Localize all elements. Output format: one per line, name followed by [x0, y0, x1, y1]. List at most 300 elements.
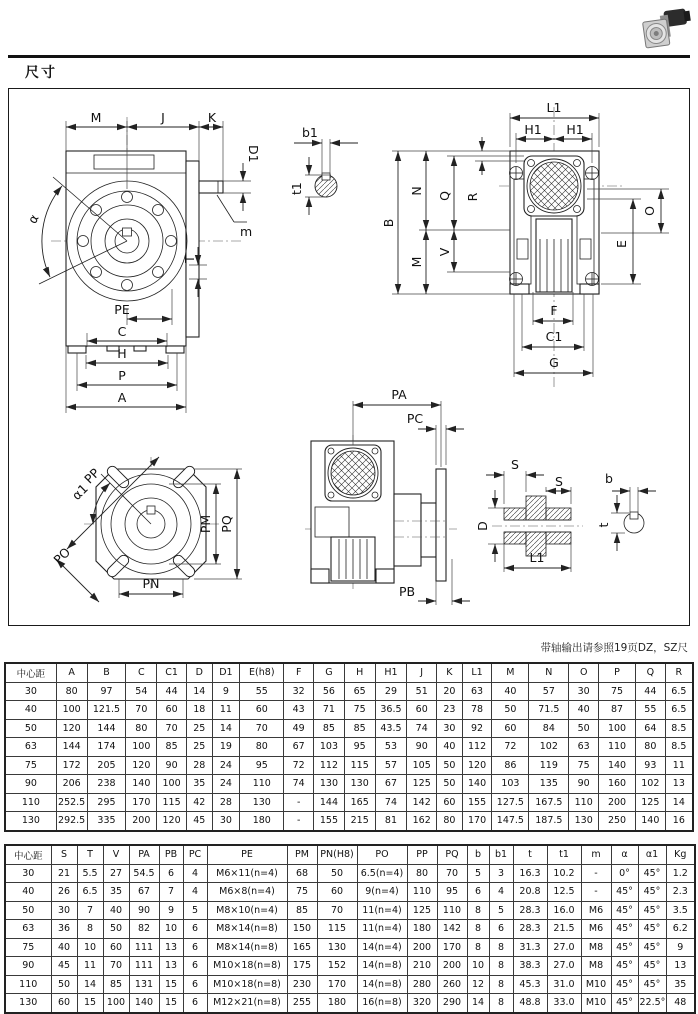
cell: 60: [407, 701, 437, 720]
cell: 45°: [611, 938, 638, 957]
cell: 15: [159, 975, 183, 994]
col-header: K: [437, 663, 463, 682]
cell: 252.5: [56, 793, 87, 812]
table-row: [5, 682, 693, 701]
cell: 50: [437, 756, 463, 775]
cell: 40: [103, 901, 129, 920]
dim-label-D1: D1: [246, 145, 261, 163]
cell: 45°: [638, 864, 666, 883]
cell: 13: [159, 957, 183, 976]
cell: 64: [635, 719, 665, 738]
cell: 6.5: [665, 682, 693, 701]
dim-label-A: A: [117, 390, 127, 405]
cell: 30: [212, 812, 240, 831]
cell: 110: [599, 738, 636, 757]
cell: 6: [183, 920, 207, 939]
cell: 131: [129, 975, 159, 994]
cell: 111: [129, 938, 159, 957]
cell: 63: [569, 738, 599, 757]
cell: 105: [407, 756, 437, 775]
cell: 51: [407, 682, 437, 701]
front-view: [24, 110, 261, 413]
cell: 290: [437, 994, 467, 1013]
table-row: [5, 812, 693, 831]
col-header: L1: [462, 663, 492, 682]
cell: 85: [287, 901, 317, 920]
col-header: M: [492, 663, 529, 682]
cell: 57: [375, 756, 407, 775]
dim-label-H1: H1: [524, 122, 542, 137]
cell: 110: [407, 883, 437, 902]
cell: 102: [529, 738, 569, 757]
col-header: O: [569, 663, 599, 682]
cell: 93: [635, 756, 665, 775]
row-center-distance: 63: [5, 738, 56, 757]
cell: 18: [186, 701, 212, 720]
cell: 140: [462, 775, 492, 794]
cell: 170: [437, 938, 467, 957]
cell: 45°: [638, 938, 666, 957]
cell: 75: [599, 682, 636, 701]
col-header: H1: [375, 663, 407, 682]
cell: 24: [212, 775, 240, 794]
cell: 80: [635, 738, 665, 757]
cell: 16: [665, 812, 693, 831]
dim-label-S2: S: [555, 474, 563, 489]
dim-label-PA: PA: [391, 387, 407, 402]
dim-label-PB: PB: [398, 584, 416, 599]
cell: 26: [51, 883, 77, 902]
side-view: [381, 100, 669, 389]
cell: 10: [77, 938, 103, 957]
col-header: V: [103, 845, 129, 864]
col-header: 中心距: [5, 663, 56, 682]
table-row: [5, 864, 695, 883]
dim-label-PN: PN: [142, 576, 160, 591]
cell: -: [284, 812, 314, 831]
cell: 5: [183, 901, 207, 920]
cell: 12.5: [547, 883, 581, 902]
cell: 13: [666, 957, 695, 976]
cell: 6.2: [666, 920, 695, 939]
cell: 45°: [611, 920, 638, 939]
cell: 74: [375, 793, 407, 812]
cell: 44: [635, 682, 665, 701]
cell: 100: [126, 738, 157, 757]
cell: 36.5: [375, 701, 407, 720]
col-header: PP: [407, 845, 437, 864]
cell: 6: [159, 864, 183, 883]
dim-label-b: b: [605, 471, 613, 486]
cell: 115: [317, 920, 357, 939]
cell: M6×11(n=4): [207, 864, 287, 883]
cell: 45°: [638, 883, 666, 902]
dim-label-PO: PO: [50, 544, 74, 568]
cell: 60: [51, 994, 77, 1013]
cell: 100: [599, 719, 636, 738]
table-2-header: [5, 845, 695, 864]
cell: 155: [314, 812, 345, 831]
cell: 56: [314, 682, 345, 701]
cell: 295: [87, 793, 126, 812]
cell: 175: [287, 957, 317, 976]
cell: 67: [129, 883, 159, 902]
cell: 48: [666, 994, 695, 1013]
cell: 121.5: [87, 701, 126, 720]
cell: 92: [462, 719, 492, 738]
cell: M10: [581, 994, 611, 1013]
col-header: Kg: [666, 845, 695, 864]
col-header: α1: [638, 845, 666, 864]
col-header: 中心距: [5, 845, 51, 864]
col-header: b1: [489, 845, 513, 864]
dim-label-H: H: [117, 346, 127, 361]
cell: 320: [407, 994, 437, 1013]
cell: 4: [183, 883, 207, 902]
cell: 152: [317, 957, 357, 976]
cell: 43: [284, 701, 314, 720]
cell: 130: [317, 938, 357, 957]
dim-label-E: E: [614, 240, 629, 248]
cell: 170: [317, 975, 357, 994]
footnote: 带轴输出请参照19页DZ，SZ尺: [540, 642, 688, 654]
table-row: [5, 738, 693, 757]
cell: 4: [489, 883, 513, 902]
cell: 45°: [611, 994, 638, 1013]
col-header: C: [126, 663, 157, 682]
output-side-view: [305, 387, 470, 605]
cell: 35: [666, 975, 695, 994]
cell: 80: [56, 682, 87, 701]
cell: 38.3: [513, 957, 547, 976]
cell: 260: [437, 975, 467, 994]
cell: -: [581, 864, 611, 883]
col-header: m: [581, 845, 611, 864]
cell: 3: [489, 864, 513, 883]
cell: 6: [183, 994, 207, 1013]
cell: 40: [51, 938, 77, 957]
cell: 2.3: [666, 883, 695, 902]
row-center-distance: 90: [5, 957, 51, 976]
col-header: G: [314, 663, 345, 682]
col-header: Q: [635, 663, 665, 682]
cell: 6: [183, 957, 207, 976]
cell: 7: [77, 901, 103, 920]
dim-label-L1b: L1: [529, 550, 545, 565]
cell: 6.5(n=4): [357, 864, 407, 883]
dim-label-V: V: [437, 247, 452, 257]
cell: -: [284, 793, 314, 812]
cell: 100: [103, 994, 129, 1013]
col-header: R: [665, 663, 693, 682]
table-2-body: [5, 864, 695, 1013]
cell: 12: [467, 975, 489, 994]
col-header: H: [344, 663, 375, 682]
cell: 60: [103, 938, 129, 957]
col-header: J: [407, 663, 437, 682]
cell: 45°: [611, 883, 638, 902]
cell: 210: [407, 957, 437, 976]
cell: 80: [240, 738, 284, 757]
dim-label-t1: t1: [289, 182, 304, 195]
cell: 80: [126, 719, 157, 738]
row-center-distance: 130: [5, 812, 56, 831]
row-center-distance: 75: [5, 756, 56, 775]
cell: 29: [375, 682, 407, 701]
table-row: [5, 957, 695, 976]
cell: 74: [407, 719, 437, 738]
dim-label-M: M: [90, 110, 102, 125]
cell: 80: [437, 812, 463, 831]
col-header: PE: [207, 845, 287, 864]
hollow-shaft-detail: [475, 457, 656, 572]
cell: 40: [492, 682, 529, 701]
cell: 8: [467, 901, 489, 920]
cell: 35: [186, 775, 212, 794]
cell: 75: [344, 701, 375, 720]
cell: M6×8(n=4): [207, 883, 287, 902]
row-center-distance: 63: [5, 920, 51, 939]
dim-label-L1: L1: [546, 100, 562, 115]
cell: 8: [77, 920, 103, 939]
cell: 130: [240, 793, 284, 812]
dim-label-PQ: PQ: [219, 515, 234, 533]
cell: 115: [157, 793, 187, 812]
cell: 45°: [611, 957, 638, 976]
cell: 14: [665, 793, 693, 812]
dim-label-PP: PP: [81, 465, 103, 487]
row-center-distance: 110: [5, 793, 56, 812]
cell: 50: [492, 701, 529, 720]
cell: 120: [462, 756, 492, 775]
cell: 14: [467, 994, 489, 1013]
cell: 292.5: [56, 812, 87, 831]
cell: 21.5: [547, 920, 581, 939]
cell: M8×10(n=4): [207, 901, 287, 920]
table-row: [5, 701, 693, 720]
cell: 180: [407, 920, 437, 939]
cell: 15: [77, 994, 103, 1013]
cell: 22.5°: [638, 994, 666, 1013]
cell: 103: [492, 775, 529, 794]
cell: 11: [665, 756, 693, 775]
cell: 21: [51, 864, 77, 883]
cell: 215: [344, 812, 375, 831]
row-center-distance: 130: [5, 994, 51, 1013]
col-header: PB: [159, 845, 183, 864]
cell: 15: [159, 994, 183, 1013]
row-center-distance: 90: [5, 775, 56, 794]
cell: 110: [569, 793, 599, 812]
dim-label-O: O: [642, 206, 657, 216]
cell: 90: [157, 756, 187, 775]
cell: 82: [129, 920, 159, 939]
cell: 71: [314, 701, 345, 720]
cell: 45: [51, 957, 77, 976]
col-header: PQ: [437, 845, 467, 864]
cell: 63: [462, 682, 492, 701]
cell: 119: [529, 756, 569, 775]
cell: 67: [375, 775, 407, 794]
col-header: A: [56, 663, 87, 682]
col-header: PA: [129, 845, 159, 864]
cell: 115: [344, 756, 375, 775]
col-header: D: [186, 663, 212, 682]
cell: 14: [77, 975, 103, 994]
cell: 28.3: [513, 901, 547, 920]
cell: 45°: [611, 975, 638, 994]
cell: 8: [489, 938, 513, 957]
cell: 36: [51, 920, 77, 939]
cell: 9: [666, 938, 695, 957]
cell: M8: [581, 938, 611, 957]
cell: 112: [314, 756, 345, 775]
cell: 50: [103, 920, 129, 939]
cell: 78: [462, 701, 492, 720]
dim-label-D: D: [475, 521, 490, 531]
row-center-distance: 75: [5, 938, 51, 957]
cell: 30: [437, 719, 463, 738]
cell: 103: [314, 738, 345, 757]
col-header: b: [467, 845, 489, 864]
cell: 70: [103, 957, 129, 976]
cell: 125: [407, 901, 437, 920]
cell: 120: [157, 812, 187, 831]
cell: 142: [407, 793, 437, 812]
cell: 42: [186, 793, 212, 812]
dim-label-C1: C1: [545, 329, 563, 344]
cell: 14(n=8): [357, 957, 407, 976]
cell: 140: [129, 994, 159, 1013]
dim-label-J: J: [161, 110, 165, 125]
cell: 90: [407, 738, 437, 757]
cell: 70: [240, 719, 284, 738]
cell: 30: [569, 682, 599, 701]
cell: 11: [77, 957, 103, 976]
cell: M10×18(n=8): [207, 957, 287, 976]
cell: 167.5: [529, 793, 569, 812]
table-row: [5, 920, 695, 939]
cell: 75: [569, 756, 599, 775]
table-row: [5, 793, 693, 812]
cell: 165: [344, 793, 375, 812]
table-1-body: [5, 682, 693, 831]
cell: 187.5: [529, 812, 569, 831]
cell: 111: [129, 957, 159, 976]
header-rule: [8, 55, 690, 58]
col-header: T: [77, 845, 103, 864]
cell: 130: [344, 775, 375, 794]
cell: 80: [407, 864, 437, 883]
cell: 8: [489, 975, 513, 994]
cell: 16.3: [513, 864, 547, 883]
table-row: [5, 938, 695, 957]
cell: 45°: [638, 920, 666, 939]
cell: 45.3: [513, 975, 547, 994]
cell: 70: [437, 864, 467, 883]
cell: 10: [467, 957, 489, 976]
cell: 85: [103, 975, 129, 994]
col-header: N: [529, 663, 569, 682]
cell: 200: [599, 793, 636, 812]
cell: 27.0: [547, 938, 581, 957]
cell: 40: [569, 701, 599, 720]
cell: 81: [375, 812, 407, 831]
cell: 16(n=8): [357, 994, 407, 1013]
col-header: P: [599, 663, 636, 682]
cell: 280: [407, 975, 437, 994]
dim-label-m: m: [240, 224, 253, 239]
cell: 230: [287, 975, 317, 994]
dim-label-PC: PC: [406, 411, 424, 426]
dim-label-B: B: [381, 218, 396, 228]
cell: 174: [87, 738, 126, 757]
dim-label-S: S: [511, 457, 519, 472]
cell: 19: [212, 738, 240, 757]
cell: 144: [56, 738, 87, 757]
cell: 90: [569, 775, 599, 794]
dim-label-H1b: H1: [566, 122, 584, 137]
cell: 14(n=8): [357, 975, 407, 994]
cell: M6: [581, 901, 611, 920]
cell: 11(n=4): [357, 920, 407, 939]
cell: 140: [126, 775, 157, 794]
cell: 140: [599, 756, 636, 775]
col-header: B: [87, 663, 126, 682]
dim-label-Q: Q: [437, 191, 452, 201]
col-header: D1: [212, 663, 240, 682]
cell: 28: [186, 756, 212, 775]
cell: 9(n=4): [357, 883, 407, 902]
dim-label-PM: PM: [198, 514, 213, 534]
row-center-distance: 30: [5, 864, 51, 883]
cell: 14: [186, 682, 212, 701]
cell: 140: [635, 812, 665, 831]
cell: 72: [492, 738, 529, 757]
cell: 162: [407, 812, 437, 831]
row-center-distance: 40: [5, 883, 51, 902]
col-header: t1: [547, 845, 581, 864]
cell: 170: [462, 812, 492, 831]
table-row: [5, 756, 693, 775]
cell: 72: [284, 756, 314, 775]
cell: 55: [635, 701, 665, 720]
cell: 60: [240, 701, 284, 720]
cell: 6: [467, 883, 489, 902]
table-row: [5, 975, 695, 994]
cell: 9: [159, 901, 183, 920]
cell: 67: [284, 738, 314, 757]
cell: 6.5: [665, 701, 693, 720]
cell: 255: [287, 994, 317, 1013]
row-center-distance: 40: [5, 701, 56, 720]
cell: 11(n=4): [357, 901, 407, 920]
col-header: α: [611, 845, 638, 864]
cell: 8.5: [665, 719, 693, 738]
dimension-drawing-panel: [8, 88, 690, 626]
cell: 102: [635, 775, 665, 794]
cell: 8: [489, 957, 513, 976]
cell: 142: [437, 920, 467, 939]
cell: 28.3: [513, 920, 547, 939]
row-center-distance: 110: [5, 975, 51, 994]
cell: 84: [529, 719, 569, 738]
dimension-table-2: [4, 844, 696, 1014]
cell: 14(n=4): [357, 938, 407, 957]
technical-drawing: [9, 89, 688, 624]
cell: 49: [284, 719, 314, 738]
cell: 0°: [611, 864, 638, 883]
